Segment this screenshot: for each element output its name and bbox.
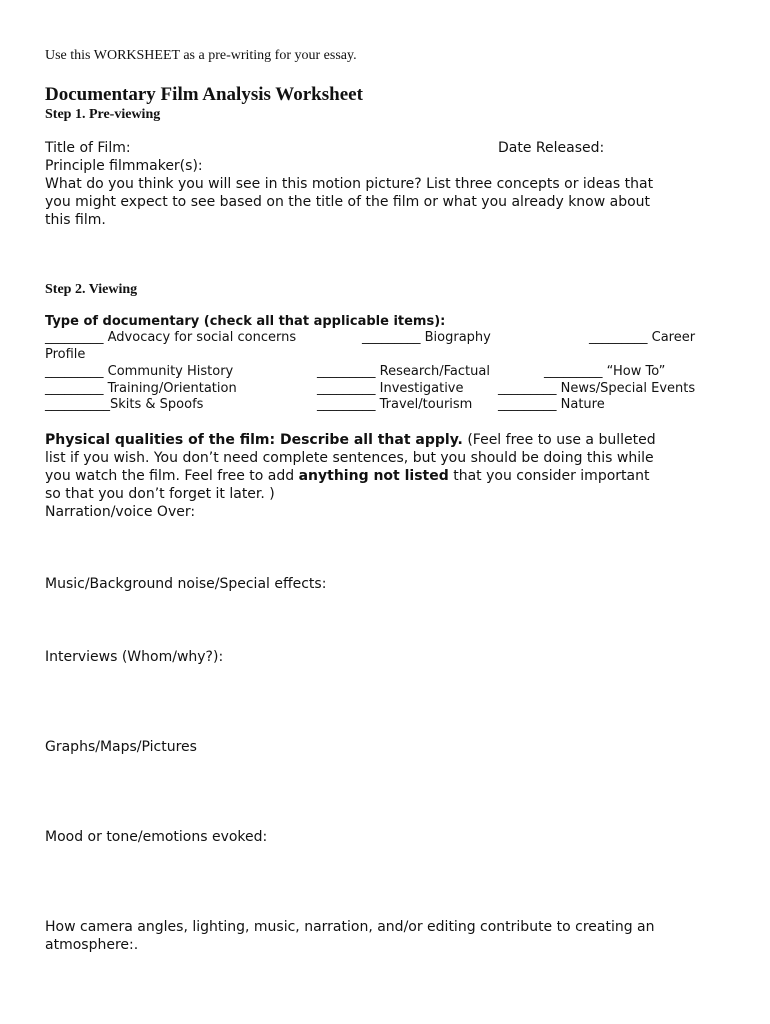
doc-type-option: _________ Biography — [362, 330, 491, 345]
doc-type-option: __________Skits & Spoofs — [45, 397, 204, 412]
physical-qualities-heading: Physical qualities of the film: Describe all that apply. — [45, 432, 463, 448]
camera-prompt: How camera angles, lighting, music, narration, and/or editing contribute to creating an — [45, 919, 655, 935]
physical-qualities-line — [45, 431, 656, 449]
physical-qualities-line: so that you don’t forget it later. ) — [45, 486, 275, 502]
doc-type-option: _________ Advocacy for social concerns — [45, 330, 297, 345]
step1-heading: Step 1. Pre-viewing — [45, 107, 161, 122]
music-prompt: Music/Background noise/Special effects: — [45, 576, 327, 592]
narration-prompt: Narration/voice Over: — [45, 504, 196, 520]
doc-type-option: _________ Community History — [45, 364, 234, 379]
interviews-prompt: Interviews (Whom/why?): — [45, 649, 224, 665]
intro-text: Use this WORKSHEET as a pre-writing for your essay. — [45, 48, 357, 63]
previewing-question-line: this film. — [45, 212, 106, 228]
doc-type-option: _________ Investigative — [317, 381, 464, 396]
previewing-question-line: you might expect to see based on the title of the film or what you already know about — [45, 194, 651, 210]
title-of-film-label: Title of Film: — [45, 140, 131, 156]
doc-type-option: _________ Training/Orientation — [45, 381, 237, 396]
physical-qualities-text: you watch the film. Feel free to add — [45, 468, 299, 484]
doc-type-option: _________ Career — [589, 330, 696, 345]
step2-heading: Step 2. Viewing — [45, 282, 138, 297]
filmmaker-label: Principle filmmaker(s): — [45, 158, 203, 174]
physical-qualities-line: list if you wish. You don’t need complete sentences, but you should be doing this while — [45, 450, 654, 466]
doc-type-option-wrap: Profile — [45, 347, 86, 362]
camera-prompt: atmosphere:. — [45, 937, 139, 953]
doc-type-heading: Type of documentary (check all that applicable items): — [45, 314, 446, 329]
doc-type-option: _________ News/Special Events — [498, 381, 696, 396]
mood-prompt: Mood or tone/emotions evoked: — [45, 829, 268, 845]
date-released-label: Date Released: — [498, 140, 605, 156]
page-title: Documentary Film Analysis Worksheet — [45, 84, 363, 105]
physical-qualities-line — [45, 467, 649, 485]
previewing-question-line: What do you think you will see in this motion picture? List three concepts or ideas that — [45, 176, 654, 192]
doc-type-option: _________ “How To” — [544, 364, 666, 379]
doc-type-option: _________ Travel/tourism — [317, 397, 473, 412]
doc-type-option: _________ Nature — [498, 397, 605, 412]
graphs-prompt: Graphs/Maps/Pictures — [45, 739, 197, 755]
emphasis-text: anything not listed — [298, 468, 449, 484]
doc-type-option: _________ Research/Factual — [317, 364, 490, 379]
physical-qualities-text: (Feel free to use a bulleted — [462, 432, 656, 448]
physical-qualities-text: that you consider important — [448, 468, 650, 484]
